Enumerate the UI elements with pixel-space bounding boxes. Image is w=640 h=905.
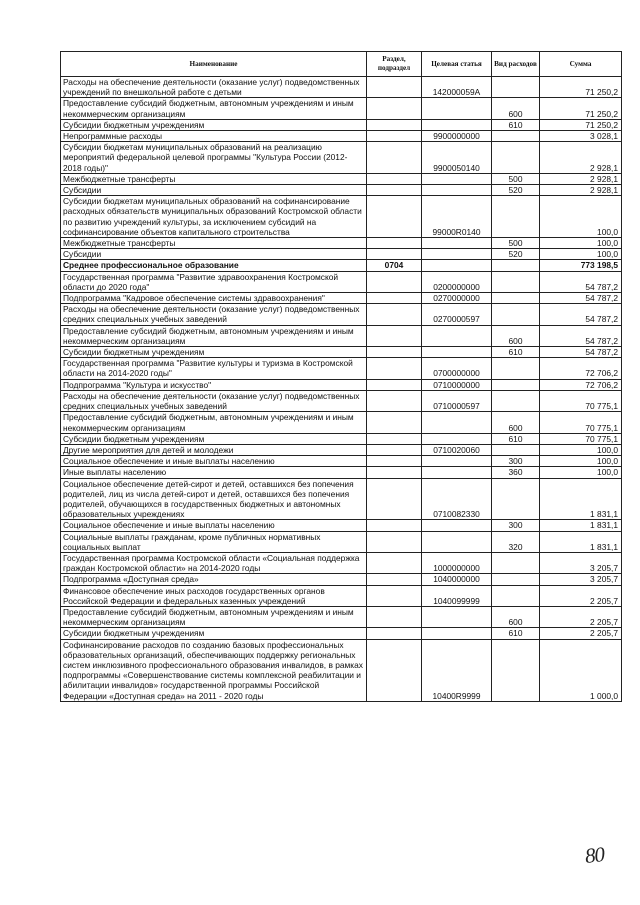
cell-section (367, 606, 422, 627)
cell-section (367, 628, 422, 639)
cell-target (422, 531, 492, 552)
cell-section (367, 456, 422, 467)
cell-target (422, 606, 492, 627)
cell-sum: 3 028,1 (540, 131, 622, 142)
cell-target: 0270000597 (422, 304, 492, 325)
cell-sum: 54 787,2 (540, 347, 622, 358)
cell-name: Государственная программа "Развитие культуры и туризма в Костромской области на 2014-2020 годы" (61, 358, 367, 379)
cell-kind (492, 639, 540, 701)
cell-name: Социальное обеспечение детей-сирот и детей, оставшихся без попечения родителей, лиц из числа детей-сирот и детей, оставшихся без попечения родителей, обучающихся в государственных бюджетных и автономных образовательных учреждениях (61, 478, 367, 520)
cell-kind: 600 (492, 606, 540, 627)
cell-kind: 320 (492, 531, 540, 552)
cell-target (422, 185, 492, 196)
cell-kind (492, 142, 540, 174)
cell-target: 0270000000 (422, 293, 492, 304)
cell-name: Социальное обеспечение и иные выплаты населению (61, 456, 367, 467)
cell-sum: 72 706,2 (540, 379, 622, 390)
cell-kind: 600 (492, 412, 540, 433)
cell-section (367, 98, 422, 119)
table-row (61, 347, 622, 358)
cell-target (422, 456, 492, 467)
cell-sum: 71 250,2 (540, 77, 622, 98)
cell-sum: 1 831,1 (540, 478, 622, 520)
cell-kind: 360 (492, 467, 540, 478)
cell-sum: 70 775,1 (540, 390, 622, 411)
cell-kind: 610 (492, 119, 540, 130)
cell-section (367, 142, 422, 174)
table-row (61, 444, 622, 455)
table-row (61, 77, 622, 98)
table-row (61, 271, 622, 292)
cell-kind (492, 77, 540, 98)
cell-sum: 54 787,2 (540, 293, 622, 304)
cell-section (367, 412, 422, 433)
table-body (61, 77, 622, 702)
cell-section (367, 347, 422, 358)
cell-name: Софинансирование расходов по созданию базовых профессиональных образовательных организаций, обеспечивающих поддержку региональных систем инклюзивного профессионального образования инвалидов, в рамках подпрограммы «Совершенствование системы комплексной реабилитации и абилитации инвалидов» государственной программы Российской Федерации «Доступная среда» на 2011 - 2020 годы (61, 639, 367, 701)
header-kind: Вид расходов (492, 52, 540, 77)
cell-kind (492, 304, 540, 325)
cell-section (367, 196, 422, 238)
table-row (61, 433, 622, 444)
cell-section (367, 173, 422, 184)
cell-sum: 2 928,1 (540, 142, 622, 174)
cell-target (422, 325, 492, 346)
table-row (61, 467, 622, 478)
cell-sum: 70 775,1 (540, 412, 622, 433)
cell-name: Субсидии бюджетам муниципальных образований на реализацию мероприятий федеральной целевой программы "Культура России (2012-2018 годы)" (61, 142, 367, 174)
cell-target (422, 412, 492, 433)
table-row (61, 606, 622, 627)
cell-sum: 100,0 (540, 238, 622, 249)
table-row (61, 98, 622, 119)
cell-section (367, 467, 422, 478)
cell-section (367, 238, 422, 249)
cell-target: 0200000000 (422, 271, 492, 292)
cell-kind (492, 585, 540, 606)
header-target: Целевая статья (422, 52, 492, 77)
cell-target: 0710000597 (422, 390, 492, 411)
table-row (61, 293, 622, 304)
cell-target: 142000059А (422, 77, 492, 98)
table-row (61, 639, 622, 701)
cell-target: 0700000000 (422, 358, 492, 379)
cell-target (422, 628, 492, 639)
table-header-row (61, 52, 622, 77)
cell-section (367, 379, 422, 390)
table-row (61, 196, 622, 238)
cell-kind: 610 (492, 433, 540, 444)
cell-section (367, 390, 422, 411)
cell-sum: 100,0 (540, 456, 622, 467)
cell-section (367, 552, 422, 573)
cell-kind: 500 (492, 173, 540, 184)
table-row (61, 520, 622, 531)
cell-target (422, 238, 492, 249)
cell-sum: 773 198,5 (540, 260, 622, 271)
cell-sum: 2 928,1 (540, 173, 622, 184)
cell-kind: 300 (492, 520, 540, 531)
table-row (61, 358, 622, 379)
cell-target: 1040000000 (422, 574, 492, 585)
cell-sum: 100,0 (540, 249, 622, 260)
cell-target (422, 467, 492, 478)
cell-sum: 100,0 (540, 467, 622, 478)
table-row (61, 552, 622, 573)
cell-sum: 1 831,1 (540, 520, 622, 531)
cell-name: Субсидии бюджетным учреждениям (61, 347, 367, 358)
table-row (61, 478, 622, 520)
cell-name: Предоставление субсидий бюджетным, автономным учреждениям и иным некоммерческим организациям (61, 325, 367, 346)
cell-target (422, 520, 492, 531)
cell-kind (492, 379, 540, 390)
cell-sum: 2 205,7 (540, 585, 622, 606)
table-row (61, 585, 622, 606)
cell-section (367, 358, 422, 379)
cell-kind: 520 (492, 249, 540, 260)
table-row (61, 390, 622, 411)
cell-target (422, 173, 492, 184)
cell-name: Подпрограмма "Культура и искусство" (61, 379, 367, 390)
table-row (61, 574, 622, 585)
cell-target (422, 98, 492, 119)
table-row (61, 260, 622, 271)
table-row (61, 412, 622, 433)
cell-kind: 600 (492, 98, 540, 119)
cell-section (367, 325, 422, 346)
cell-name: Межбюджетные трансферты (61, 173, 367, 184)
cell-section: 0704 (367, 260, 422, 271)
cell-kind (492, 260, 540, 271)
cell-name: Расходы на обеспечение деятельности (оказание услуг) подведомственных средних специальных учебных заведений (61, 304, 367, 325)
cell-kind: 600 (492, 325, 540, 346)
cell-sum: 54 787,2 (540, 304, 622, 325)
cell-sum: 3 205,7 (540, 552, 622, 573)
cell-kind (492, 552, 540, 573)
cell-target: 0710020060 (422, 444, 492, 455)
cell-name: Социальное обеспечение и иные выплаты населению (61, 520, 367, 531)
cell-kind (492, 358, 540, 379)
cell-target (422, 347, 492, 358)
cell-sum: 70 775,1 (540, 433, 622, 444)
cell-target: 9900050140 (422, 142, 492, 174)
table-row (61, 304, 622, 325)
table-row (61, 185, 622, 196)
cell-name: Расходы на обеспечение деятельности (оказание услуг) подведомственных средних специальных учебных заведений (61, 390, 367, 411)
cell-target (422, 119, 492, 130)
cell-sum: 3 205,7 (540, 574, 622, 585)
table-row (61, 119, 622, 130)
cell-section (367, 249, 422, 260)
cell-name: Расходы на обеспечение деятельности (оказание услуг) подведомственных учреждений по внешкольной работе с детьми (61, 77, 367, 98)
budget-table-sheet (60, 51, 621, 702)
cell-kind: 300 (492, 456, 540, 467)
cell-name: Иные выплаты населению (61, 467, 367, 478)
budget-table (60, 51, 622, 702)
cell-kind: 610 (492, 628, 540, 639)
page-number: 80 (583, 842, 606, 868)
cell-kind (492, 478, 540, 520)
cell-sum: 54 787,2 (540, 271, 622, 292)
cell-target: 99000R0140 (422, 196, 492, 238)
cell-sum: 71 250,2 (540, 98, 622, 119)
cell-kind: 520 (492, 185, 540, 196)
cell-name: Субсидии бюджетным учреждениям (61, 119, 367, 130)
table-row (61, 628, 622, 639)
cell-name: Подпрограмма «Доступная среда» (61, 574, 367, 585)
cell-name: Другие мероприятия для детей и молодежи (61, 444, 367, 455)
cell-section (367, 293, 422, 304)
cell-section (367, 304, 422, 325)
cell-kind (492, 293, 540, 304)
table-row (61, 238, 622, 249)
cell-name: Субсидии бюджетным учреждениям (61, 628, 367, 639)
cell-name: Социальные выплаты гражданам, кроме публичных нормативных социальных выплат (61, 531, 367, 552)
cell-target: 0710082330 (422, 478, 492, 520)
cell-name: Непрограммные расходы (61, 131, 367, 142)
cell-name: Субсидии (61, 185, 367, 196)
cell-kind: 500 (492, 238, 540, 249)
cell-target: 10400R9999 (422, 639, 492, 701)
cell-section (367, 478, 422, 520)
cell-kind (492, 196, 540, 238)
cell-sum: 72 706,2 (540, 358, 622, 379)
cell-name: Субсидии (61, 249, 367, 260)
cell-section (367, 585, 422, 606)
cell-sum: 2 928,1 (540, 185, 622, 196)
cell-kind (492, 444, 540, 455)
cell-target (422, 260, 492, 271)
header-name: Наименование (61, 52, 367, 77)
table-row (61, 173, 622, 184)
header-sum: Сумма (540, 52, 622, 77)
cell-name: Межбюджетные трансферты (61, 238, 367, 249)
cell-section (367, 185, 422, 196)
cell-section (367, 271, 422, 292)
cell-kind: 610 (492, 347, 540, 358)
cell-name: Среднее профессиональное образование (61, 260, 367, 271)
table-row (61, 325, 622, 346)
cell-sum: 1 000,0 (540, 639, 622, 701)
table-row (61, 531, 622, 552)
cell-kind (492, 131, 540, 142)
cell-section (367, 639, 422, 701)
header-section: Раздел, подраздел (367, 52, 422, 77)
cell-sum: 54 787,2 (540, 325, 622, 346)
cell-kind (492, 271, 540, 292)
cell-section (367, 119, 422, 130)
cell-target: 1040099999 (422, 585, 492, 606)
table-row (61, 379, 622, 390)
table-row (61, 249, 622, 260)
cell-name: Предоставление субсидий бюджетным, автономным учреждениям и иным некоммерческим организациям (61, 412, 367, 433)
table-row (61, 131, 622, 142)
cell-sum: 100,0 (540, 444, 622, 455)
cell-name: Финансовое обеспечение иных расходов государственных органов Российской Федерации и федеральных казенных учреждений (61, 585, 367, 606)
cell-section (367, 574, 422, 585)
cell-target: 0710000000 (422, 379, 492, 390)
cell-section (367, 444, 422, 455)
cell-section (367, 77, 422, 98)
cell-target: 1000000000 (422, 552, 492, 573)
cell-section (367, 433, 422, 444)
cell-target: 9900000000 (422, 131, 492, 142)
cell-sum: 1 831,1 (540, 531, 622, 552)
cell-name: Субсидии бюджетным учреждениям (61, 433, 367, 444)
cell-sum: 100,0 (540, 196, 622, 238)
cell-name: Подпрограмма "Кадровое обеспечение системы здравоохранения" (61, 293, 367, 304)
cell-section (367, 131, 422, 142)
cell-target (422, 433, 492, 444)
cell-name: Предоставление субсидий бюджетным, автономным учреждениям и иным некоммерческим организациям (61, 606, 367, 627)
cell-name: Государственная программа "Развитие здравоохранения Костромской области до 2020 года" (61, 271, 367, 292)
table-row (61, 456, 622, 467)
cell-name: Субсидии бюджетам муниципальных образований на софинансирование расходных обязательств муниципальных образований Костромской области по развитию учреждений культуры, за исключением субсидий на софинансирование объектов капитального строительства (61, 196, 367, 238)
table-row (61, 142, 622, 174)
cell-target (422, 249, 492, 260)
cell-kind (492, 390, 540, 411)
cell-kind (492, 574, 540, 585)
cell-sum: 2 205,7 (540, 606, 622, 627)
cell-name: Государственная программа Костромской области «Социальная поддержка граждан Костромской области» на 2014-2020 годы (61, 552, 367, 573)
cell-sum: 2 205,7 (540, 628, 622, 639)
cell-section (367, 520, 422, 531)
cell-sum: 71 250,2 (540, 119, 622, 130)
cell-name: Предоставление субсидий бюджетным, автономным учреждениям и иным некоммерческим организациям (61, 98, 367, 119)
cell-section (367, 531, 422, 552)
